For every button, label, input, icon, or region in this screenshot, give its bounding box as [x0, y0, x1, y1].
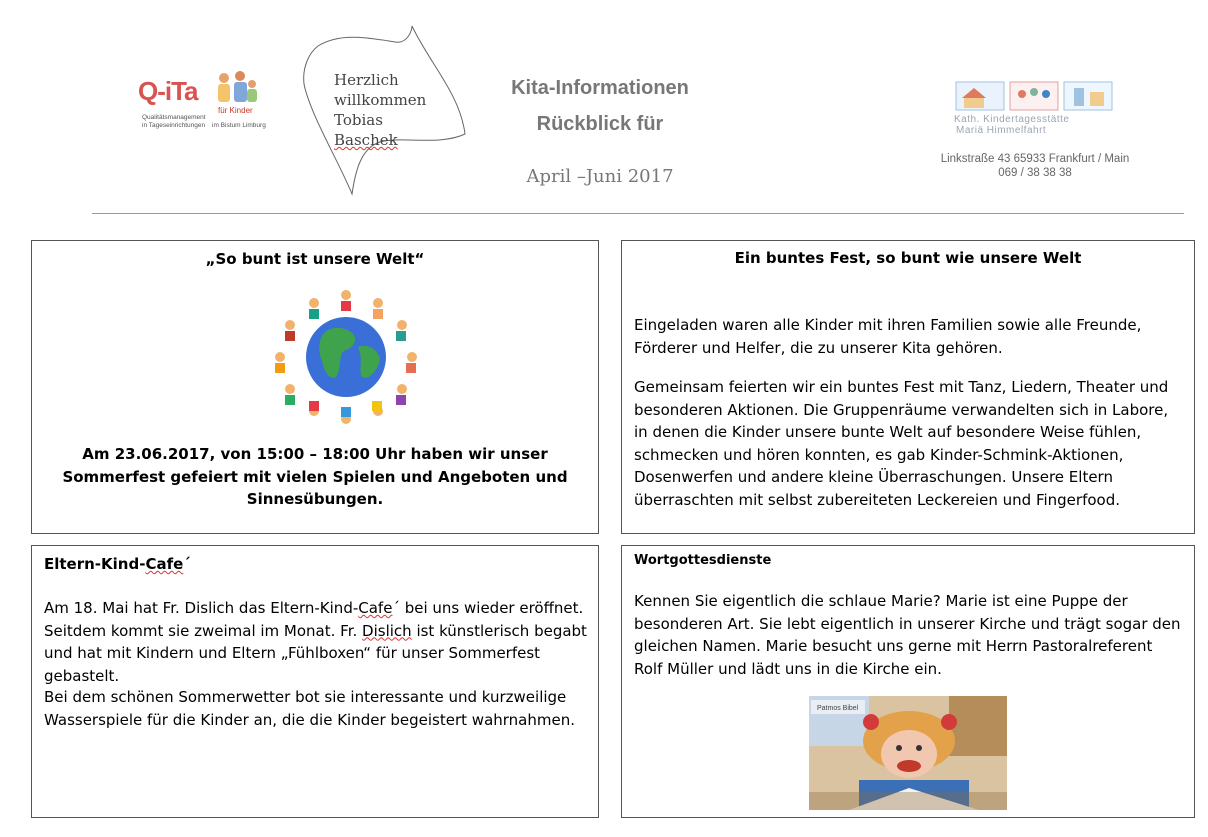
- cafe-title-word: Cafe: [145, 555, 184, 573]
- colorful-fest-title: Ein buntes Fest, so bunt wie unsere Welt: [734, 249, 1082, 267]
- welcome-line-4: Baschek: [334, 131, 398, 149]
- welcome-text: [334, 70, 426, 150]
- title-line-2: Rückblick für: [536, 113, 664, 135]
- book-label: Patmos Bibel: [817, 705, 859, 712]
- qita-logo: [136, 68, 276, 134]
- cafe-title-suffix: ´: [183, 555, 191, 573]
- worship-paragraph: Kennen Sie eigentlich die schlaue Marie? Marie ist eine Puppe der besonderen Art. Sie lebt eigentlich in unserer Kirche und trägt sogar den gleichen Namen. Marie besucht uns gerne mit Herrn Pastoralreferent Rolf Müller und lädt uns in die Kirche ein.: [634, 592, 1181, 678]
- kita-name-line-1: Kath. Kindertagesstätte: [954, 114, 1070, 125]
- qita-children-icon: [210, 70, 260, 110]
- summer-fest-box: [31, 240, 599, 534]
- summer-fest-text: Am 23.06.2017, von 15:00 – 18:00 Uhr haben wir unser Sommerfest gefeiert mit vielen Spielen und Angeboten und Sinnesübungen.: [62, 445, 568, 508]
- cafe-p1-c: ist künstlerisch begabt und hat mit Kindern und Eltern „Fühlboxen“ für unser Sommerfest gebastelt.: [44, 621, 587, 685]
- globe-children-icon: [266, 285, 426, 425]
- kita-drawings-icon: [950, 80, 1120, 112]
- worship-box: [621, 545, 1195, 818]
- qita-brand: Q-iTa: [138, 76, 198, 106]
- phone-line: 069 / 38 38 38: [998, 167, 1072, 179]
- period-label: April –Juni 2017: [526, 166, 674, 187]
- colorful-fest-paragraph-2: Gemeinsam feierten wir ein buntes Fest mit Tanz, Liedern, Theater und besonderen Aktionen. Die Gruppenräume verwandelten sich in Labore, in denen die Kinder unsere bunte Welt auf besondere Weise fühlen, schmecken und hören konnten, es gab Kinder-Schmink-Aktionen, Dosenwerfen und andere kleine Überraschungen. Unsere Eltern überraschten mit selbst zubereiteten Leckereien und Fingerfood.: [634, 378, 1169, 509]
- qita-tag: für Kinder: [218, 106, 253, 115]
- colorful-fest-box: [621, 240, 1195, 534]
- cafe-title: [44, 555, 191, 573]
- welcome-line-2: willkommen: [334, 91, 427, 109]
- qita-subline: [142, 114, 266, 130]
- welcome-line-1: Herzlich: [334, 71, 399, 89]
- welcome-scroll: [300, 24, 470, 196]
- parent-child-cafe-box: [31, 545, 599, 818]
- page-title: [470, 70, 730, 142]
- cafe-paragraph-2: Bei dem schönen Sommerwetter bot sie interessante und kurzweilige Wasserspiele für die Kinder an, die die Kinder begeistert wahrnahmen.: [44, 688, 575, 729]
- address-line: Linkstraße 43 65933 Frankfurt / Main: [940, 153, 1130, 165]
- contact-address: [930, 152, 1140, 180]
- header-divider: [92, 213, 1184, 214]
- cafe-p1-b: ´ bei uns wieder eröffnet. Seitdem kommt sie zweimal im Monat. Fr.: [44, 599, 584, 640]
- qita-diocese: im Bistum Limburg: [212, 122, 266, 129]
- summer-fest-title: „So bunt ist unsere Welt“: [205, 250, 425, 268]
- kita-logo: [950, 80, 1130, 140]
- worship-title: Wortgottesdienste: [634, 553, 772, 568]
- cafe-title-prefix: Eltern-Kind-: [44, 555, 146, 573]
- cafe-p1-a: Am 18. Mai hat Fr. Dislich das Eltern-Kind-: [44, 599, 359, 617]
- title-line-1: Kita-Informationen: [511, 77, 689, 99]
- cafe-p1-name: Dislich: [362, 621, 412, 640]
- puppet-marie-icon: [809, 696, 1007, 810]
- kita-name-line-2: Mariä Himmelfahrt: [956, 125, 1047, 136]
- colorful-fest-paragraph-1: Eingeladen waren alle Kinder mit ihren Familien sowie alle Freunde, Förderer und Helfer, die zu unserer Kita gehören.: [634, 316, 1142, 357]
- kita-name: [954, 114, 1069, 136]
- cafe-paragraph-1: [44, 597, 588, 687]
- welcome-line-3: Tobias: [334, 111, 383, 129]
- qita-subline-text: Qualitätsmanagement in Tageseinrichtungen: [142, 114, 206, 129]
- cafe-p1-cafe: Cafe: [358, 599, 393, 617]
